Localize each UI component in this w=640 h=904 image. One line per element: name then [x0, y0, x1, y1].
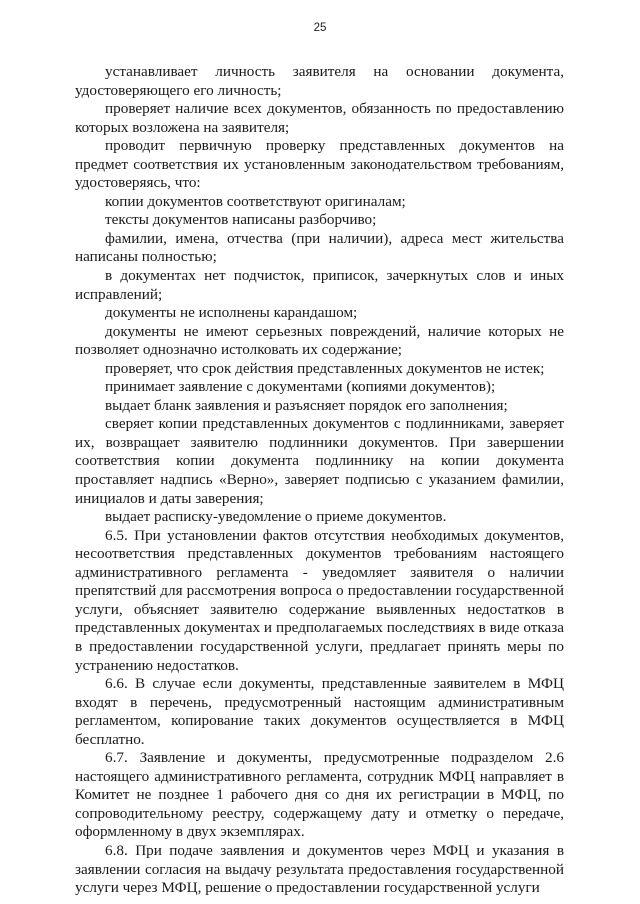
section-6-5-paragraph: 6.5. При установлении фактов отсутствия необходимых документов, несоответствия представленных документов требованиям настоящего административного регламента - уведомляет заявителя о наличии препятствий для рассмотрения вопроса о предоставлении государственной услуги, объясняет заявителю содержание выявленных недостатков в представленных документах и предполагаемых последствиях в виде отказа в предоставлении государственной услуги, предлагает принять меры по устранению недостатков.	[75, 526, 564, 674]
paragraph: в документах нет подчисток, приписок, зачеркнутых слов и иных исправлений;	[75, 267, 564, 303]
paragraph: сверяет копии представленных документов с подлинниками, заверяет их, возвращает заявителю подлинники документов. При завершении соответствия копии документа подлиннику на копии документа проставляет надпись «Верно», заверяет подписью с указанием фамилии, инициалов и даты заверения;	[75, 415, 564, 507]
paragraph: проводит первичную проверку представленных документов на предмет соответствия их установленным законодательством требованиям, удостоверяясь, что:	[75, 137, 564, 192]
paragraph: принимает заявление с документами (копиями документов);	[105, 378, 496, 396]
paragraph: выдает бланк заявления и разъясняет порядок его заполнения;	[105, 396, 508, 414]
paragraph: документы не имеют серьезных повреждений, наличие которых не позволяет однозначно истолковать их содержание;	[75, 322, 564, 359]
page-number: 25	[313, 22, 327, 34]
paragraph: устанавливает личность заявителя на основании документа, удостоверяющего его личность;	[75, 63, 564, 99]
paragraph: тексты документов написаны разборчиво;	[105, 211, 377, 229]
paragraph: документы не исполнены карандашом;	[105, 304, 358, 322]
paragraph: проверяет, что срок действия представленных документов не истек;	[105, 359, 545, 377]
paragraph: копии документов соответствуют оригиналам;	[105, 192, 406, 210]
paragraph: фамилии, имена, отчества (при наличии), адреса мест жительства написаны полностью;	[75, 229, 564, 266]
section-6-7-paragraph	[75, 749, 564, 842]
paragraph: проверяет наличие всех документов, обязанность по предоставлению которых возложена на заявителя;	[75, 100, 564, 136]
section-6-8-paragraph: 6.8. При подаче заявления и документов через МФЦ и указания в заявлении согласия на выдачу результата предоставления государственной услуги через МФЦ, решение о предоставлении государственной услуги	[75, 841, 564, 897]
document-body	[75, 63, 564, 898]
section-number: 6.7.	[105, 749, 128, 767]
section-6-6-paragraph: 6.6. В случае если документы, представленные заявителем в МФЦ входят в перечень, предусмотренный настоящим административным регламентом, копирование таких документов осуществляется в МФЦ бесплатно.	[75, 675, 564, 748]
paragraph-text: Заявление и документы, предусмотренные подразделом 2.6 настоящего административного регламента, сотрудник МФЦ направляет в Комитет не позднее 1 рабочего дня со дня их регистрации в МФЦ, по сопроводительному реестру, содержащему дату и отметку о передаче, оформленному в двух экземплярах.	[75, 749, 564, 841]
paragraph: выдает расписку-уведомление о приеме документов.	[105, 508, 447, 526]
